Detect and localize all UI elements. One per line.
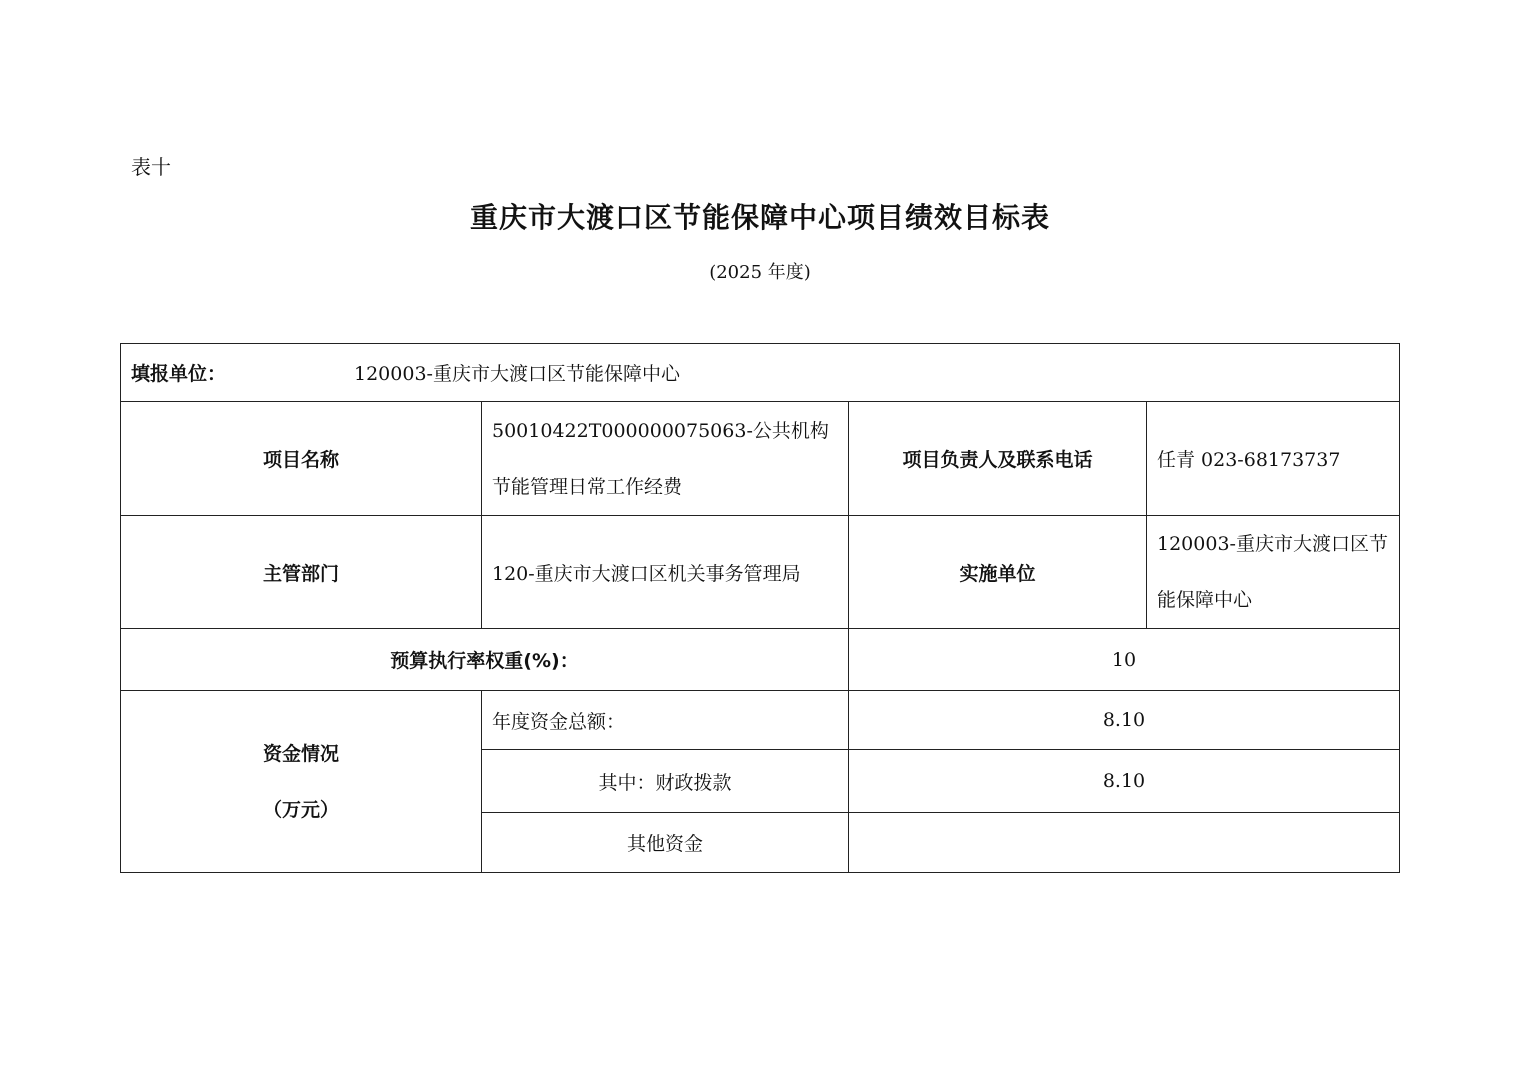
department-row	[121, 516, 1400, 629]
project-leader-label: 项目负责人及联系电话	[849, 402, 1147, 516]
project-name-label: 项目名称	[121, 402, 482, 516]
implementing-unit-label: 实施单位	[849, 516, 1147, 629]
annual-total-label: 年度资金总额：	[482, 691, 849, 750]
page-title: 重庆市大渡口区节能保障中心项目绩效目标表	[469, 201, 1050, 234]
competent-dept-label: 主管部门	[121, 516, 482, 629]
budget-weight-value: 10	[849, 629, 1400, 691]
reporting-unit-label: 填报单位：	[131, 363, 227, 385]
reporting-unit-value: 120003-重庆市大渡口区节能保障中心	[354, 363, 680, 385]
reporting-unit-cell	[121, 344, 1400, 402]
performance-target-table	[120, 343, 1400, 873]
other-funds-label: 其他资金	[482, 813, 849, 873]
funds-label: 资金情况	[262, 742, 339, 765]
annual-total-value: 8.10	[849, 691, 1400, 750]
funds-label-cell	[121, 691, 482, 873]
annual-total-row	[121, 691, 1400, 750]
project-name-row	[121, 402, 1400, 516]
budget-weight-row	[121, 629, 1400, 691]
fiscal-label: 其中：财政拨款	[482, 750, 849, 813]
reporting-unit-row	[121, 344, 1400, 402]
table-number-label: 表十	[131, 155, 171, 179]
funds-unit: （万元）	[262, 798, 339, 821]
project-leader-value: 任青 023-68173737	[1147, 402, 1400, 516]
implementing-unit-value: 120003-重庆市大渡口区节能保障中心	[1147, 516, 1400, 629]
fiscal-value: 8.10	[849, 750, 1400, 813]
competent-dept-value: 120-重庆市大渡口区机关事务管理局	[482, 516, 849, 629]
project-name-value: 50010422T000000075063-公共机构节能管理日常工作经费	[482, 402, 849, 516]
budget-weight-label: 预算执行率权重(%)：	[121, 629, 849, 691]
page-subtitle: (2025 年度)	[709, 262, 811, 283]
other-funds-value	[849, 813, 1400, 873]
